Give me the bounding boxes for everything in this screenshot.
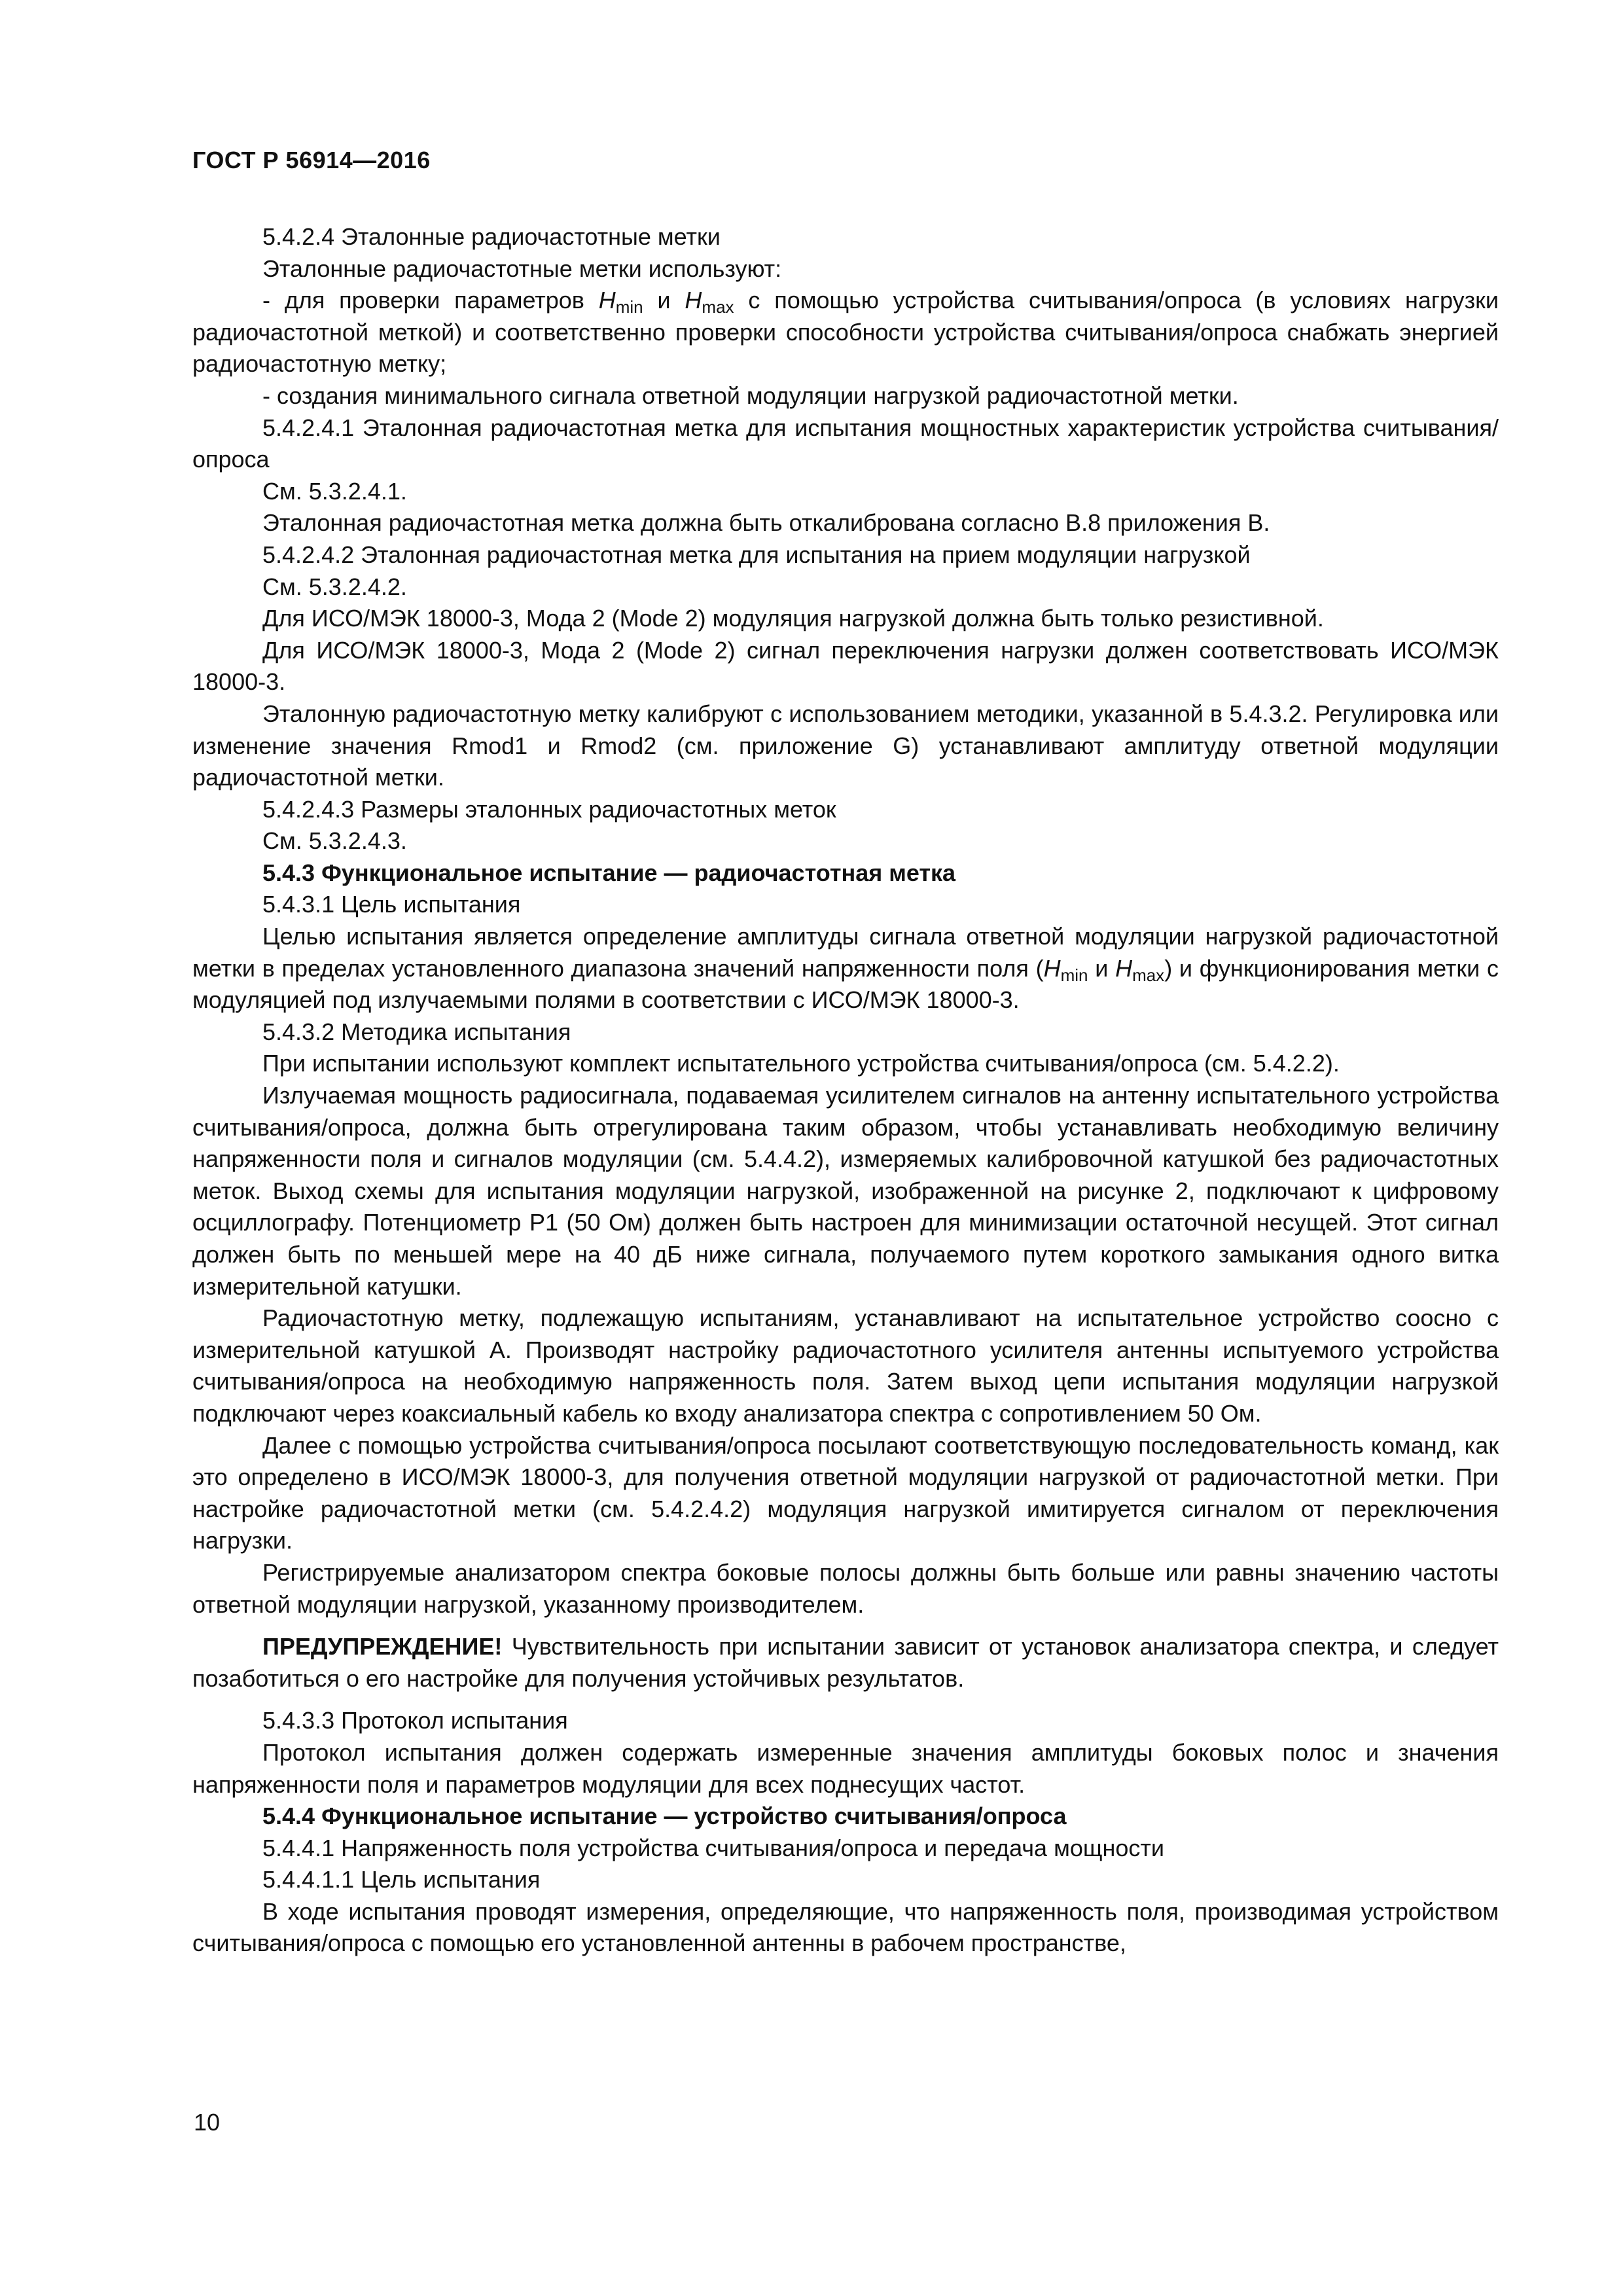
symbol-h: H: [598, 287, 616, 314]
section-heading: 5.4.2.4.1 Эталонная радиочастотная метка для испытания мощностных характеристик устройства считывания/опроса: [192, 414, 1499, 473]
cross-reference: См. 5.3.2.4.1.: [262, 477, 407, 505]
section-heading: 5.4.3.2 Методика испытания: [262, 1018, 571, 1045]
subscript: max: [702, 297, 734, 317]
subscript: min: [615, 297, 643, 317]
paragraph: Для ИСО/МЭК 18000-3, Мода 2 (Mode 2) модуляция нагрузкой должна быть только резистивной.: [262, 605, 1324, 632]
text-run: и: [1088, 954, 1116, 982]
paragraph: При испытании используют комплект испытательного устройства считывания/опроса (см. 5.4.2.2).: [262, 1050, 1340, 1077]
paragraph: - создания минимального сигнала ответной модуляции нагрузкой радиочастотной метки.: [262, 382, 1239, 409]
paragraph: Эталонные радиочастотные метки используют:: [262, 255, 782, 282]
paragraph: Для ИСО/МЭК 18000-3, Мода 2 (Mode 2) сигнал переключения нагрузки должен соответствовать ИСО/МЭК 18000-3.: [192, 636, 1499, 696]
section-heading: 5.4.3.1 Цель испытания: [262, 891, 521, 918]
text-run: с помощью устройства считывания/опроса (в условиях нагрузки радиочастотной меткой) и соответственно проверки способности устройства считывания/опроса снабжать энергией радиочастотную метку;: [192, 287, 1499, 378]
section-heading: 5.4.3.3 Протокол испытания: [262, 1707, 568, 1734]
cross-reference: См. 5.3.2.4.3.: [262, 827, 407, 855]
subscript: max: [1132, 965, 1165, 985]
warning-label: ПРЕДУПРЕЖДЕНИЕ!: [262, 1633, 503, 1660]
symbol-h: H: [1115, 954, 1133, 982]
text-run: и: [643, 287, 685, 314]
text-run: - для проверки параметров: [262, 287, 584, 314]
symbol-h: H: [1043, 954, 1061, 982]
text-run: Целью испытания является определение амплитуды сигнала ответной модуляции нагрузкой радиочастотной метки в пределах установленного диапазона значений напряженности поля (: [192, 923, 1499, 982]
paragraph: Радиочастотную метку, подлежащую испытаниям, устанавливают на испытательное устройство соосно с измерительной катушкой А. Производят настройку радиочастотного усилителя антенны испытуемого устройства считывания/опроса на необходимую напряженность поля. Затем выход цепи испытания модуляции нагрузкой подключают через коаксиальный кабель ко входу анализатора спектра с сопротивлением 50 Ом.: [192, 1304, 1499, 1427]
paragraph: Регистрируемые анализатором спектра боковые полосы должны быть больше или равны значению частоты ответной модуляции нагрузкой, указанному производителем.: [192, 1558, 1499, 1618]
document-body: [192, 221, 1499, 1960]
section-heading: 5.4.2.4.2 Эталонная радиочастотная метка для испытания на прием модуляции нагрузкой: [262, 541, 1251, 568]
paragraph: Протокол испытания должен содержать измеренные значения амплитуды боковых полос и значения напряженности поля и параметров модуляции для всех поднесущих частот.: [192, 1738, 1499, 1798]
section-heading: 5.4.2.4 Эталонные радиочастотные метки: [262, 223, 721, 250]
paragraph: Излучаемая мощность радиосигнала, подаваемая усилителем сигналов на антенну испытательного устройства считывания/опроса, должна быть отрегулирована таким образом, чтобы устанавливать необходимую величину напряженности поля и сигналов модуляции (см. 5.4.4.2), измеряемых калибровочной катушкой без радиочастотных меток. Выход схемы для испытания модуляции нагрузкой, изображенной на рисунке 2, подключают к цифровому осциллографу. Потенциометр Р1 (50 Ом) должен быть настроен для минимизации остаточной несущей. Этот сигнал должен быть по меньшей мере на 40 дБ ниже сигнала, получаемого путем короткого замыкания одного витка измерительной катушки.: [192, 1082, 1499, 1300]
section-heading: 5.4.4.1.1 Цель испытания: [262, 1866, 541, 1893]
section-heading-bold: 5.4.3 Функциональное испытание — радиочастотная метка: [262, 859, 956, 886]
text-run: Чувствительность при испытании зависит от установок анализатора спектра, и следует позаботиться о его настройке для получения устойчивых результатов.: [192, 1633, 1499, 1692]
paragraph: Далее с помощью устройства считывания/опроса посылают соответствующую последовательность команд, как это определено в ИСО/МЭК 18000-3, для получения ответной модуляции нагрузкой от радиочастотной метки. При настройке радиочастотной метки (см. 5.4.2.4.2) модуляция нагрузкой имитируется сигналом от переключения нагрузки.: [192, 1431, 1499, 1554]
subscript: min: [1060, 965, 1088, 985]
paragraph: [192, 285, 1499, 380]
paragraph: Эталонную радиочастотную метку калибруют с использованием методики, указанной в 5.4.3.2. Регулировка или изменение значения Rmod1 и Rmod2 (см. приложение G) устанавливают амплитуду ответной модуляции радиочастотной метки.: [192, 700, 1499, 791]
warning-paragraph: [192, 1631, 1499, 1695]
cross-reference: См. 5.3.2.4.2.: [262, 573, 407, 600]
section-heading-bold: 5.4.4 Функциональное испытание — устройство считывания/опроса: [262, 1803, 1067, 1830]
text-run: ) и функционирования метки с модуляцией под излучаемыми полями в соответствии с ИСО/МЭК 18000-3.: [192, 954, 1499, 1014]
paragraph: В ходе испытания проводят измерения, определяющие, что напряженность поля, производимая устройством считывания/опроса с помощью его установленной антенны в рабочем пространстве,: [192, 1897, 1499, 1957]
symbol-h: H: [685, 287, 702, 314]
document-header: ГОСТ Р 56914—2016: [192, 147, 431, 173]
section-heading: 5.4.2.4.3 Размеры эталонных радиочастотных меток: [262, 795, 836, 823]
page-number: 10: [194, 2109, 221, 2136]
section-heading: 5.4.4.1 Напряженность поля устройства считывания/опроса и передача мощности: [262, 1834, 1164, 1861]
paragraph: [192, 921, 1499, 1016]
paragraph: Эталонная радиочастотная метка должна быть откалибрована согласно В.8 приложения В.: [262, 509, 1270, 537]
